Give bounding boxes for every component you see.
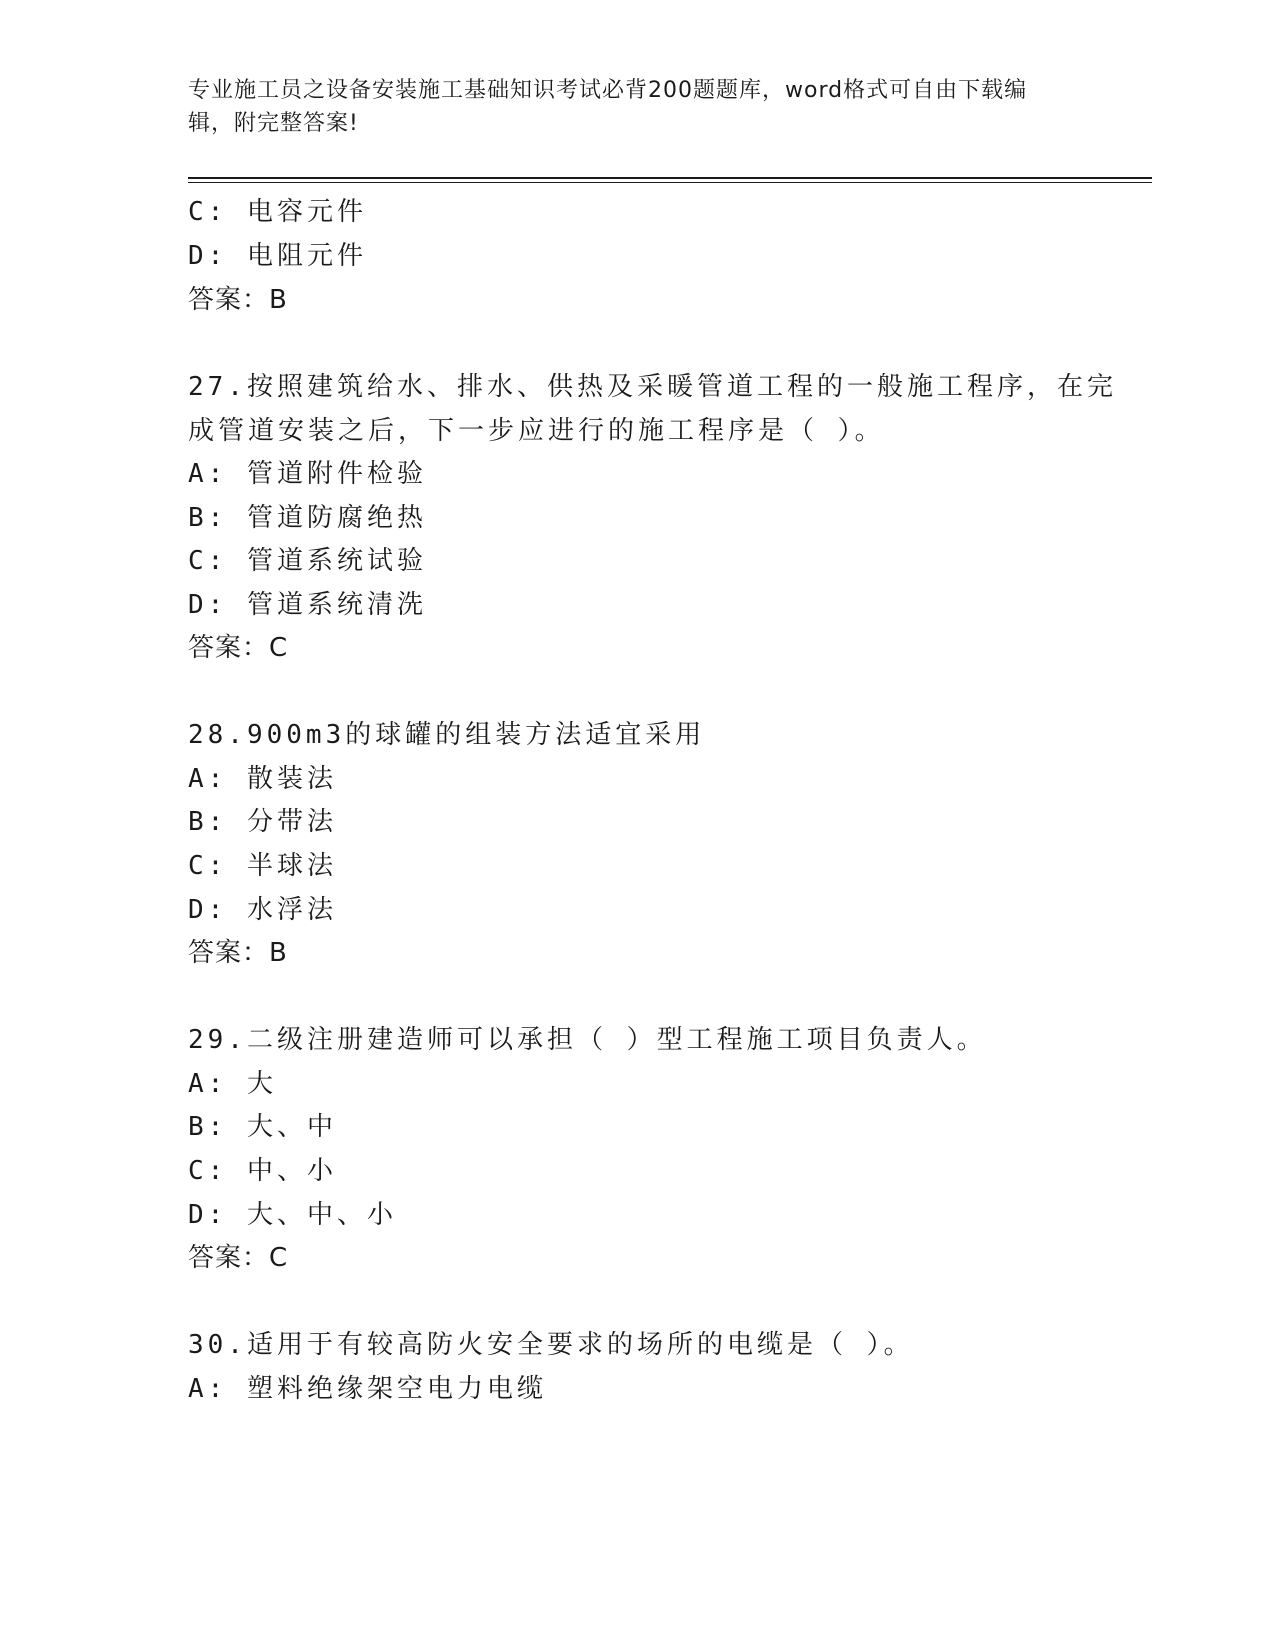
q27-option-d: D: 管道系统清洗 [188,590,427,620]
q28-stem-line1: 28.900m3的球罐的组装方法适宜采用 [188,720,706,750]
q28-option-a: A: 散装法 [188,764,337,794]
page-header: 专业施工员之设备安装施工基础知识考试必背200题题库，word格式可自由下载编辑，附完整答案! [188,78,1028,136]
q27-option-c: C: 管道系统试验 [188,546,427,576]
q28-option-b: B: 分带法 [188,807,337,837]
q26-answer: 答案：B [188,285,288,315]
q26-option-d: D: 电阻元件 [188,241,367,271]
q28-option-c: C: 半球法 [188,851,337,881]
q27-option-a: A: 管道附件检验 [188,459,427,489]
q26-option-c: C: 电容元件 [188,197,367,227]
q27-stem-line2: 成管道安装之后，下一步应进行的施工程序是（ ）。 [188,416,885,446]
q28-option-d: D: 水浮法 [188,895,337,925]
q29-option-b: B: 大、中 [188,1112,337,1142]
q28-answer: 答案：B [188,938,288,968]
q27-option-b: B: 管道防腐绝热 [188,503,427,533]
q30-option-a: A: 塑料绝缘架空电力电缆 [188,1374,547,1404]
q29-stem-line1: 29.二级注册建造师可以承担（ ）型工程施工项目负责人。 [188,1025,987,1055]
q29-option-c: C: 中、小 [188,1156,337,1186]
header-rule-thin [188,182,1152,183]
q27-answer: 答案：C [188,633,289,663]
q29-option-d: D: 大、中、小 [188,1200,397,1230]
header-rule-thick [188,177,1152,179]
q27-stem-line1: 27.按照建筑给水、排水、供热及采暖管道工程的一般施工程序，在完 [188,372,1117,402]
q29-option-a: A: 大 [188,1069,277,1099]
q30-stem-line1: 30.适用于有较高防火安全要求的场所的电缆是（ ）。 [188,1330,914,1360]
q29-answer: 答案：C [188,1243,289,1273]
